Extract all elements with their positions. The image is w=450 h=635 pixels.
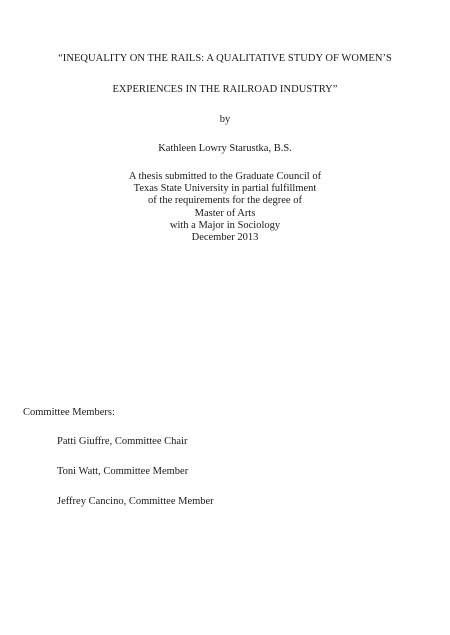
author-name: Kathleen Lowry Starustka, B.S. — [158, 143, 292, 154]
by-label: by — [219, 114, 231, 125]
major-name: with a Major in Sociology — [169, 219, 281, 231]
submission-line: of the requirements for the degree of — [148, 195, 302, 207]
committee-member: Toni Watt, Committee Member — [57, 466, 189, 477]
committee-member: Jeffrey Cancino, Committee Member — [57, 496, 214, 507]
submission-line: Texas State University in partial fulfillment — [133, 183, 317, 195]
submission-statement — [0, 171, 450, 244]
thesis-title-line-1: “INEQUALITY ON THE RAILS: A QUALITATIVE STUDY OF WOMEN’S — [58, 53, 392, 64]
submission-date: December 2013 — [191, 232, 259, 244]
submission-line: A thesis submitted to the Graduate Council of — [128, 171, 322, 182]
thesis-title-line-2: EXPERIENCES IN THE RAILROAD INDUSTRY” — [112, 84, 338, 95]
committee-heading: Committee Members: — [23, 407, 115, 418]
committee-member-chair: Patti Giuffre, Committee Chair — [57, 436, 188, 447]
degree-name: Master of Arts — [194, 207, 256, 219]
